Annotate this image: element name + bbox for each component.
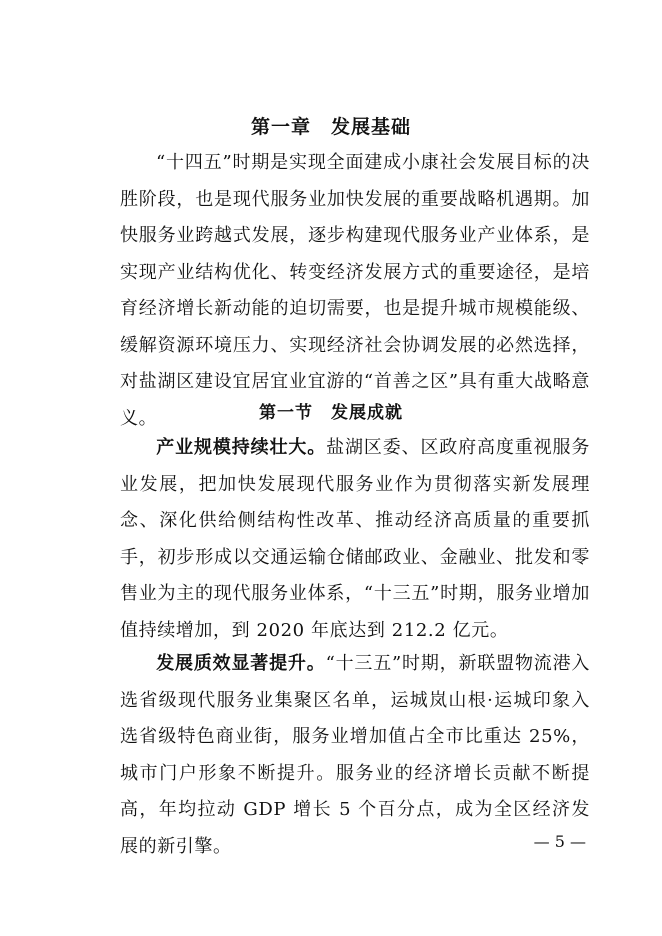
paragraph-body: 盐湖区委、区政府高度重视服务业发展，把加快发展现代服务业作为贯彻落实新发展理念、深化供给侧结构性改革、推动经济高质量的重要抓手，初步形成以交通运输仓储邮政业、金融业、批发和零售业为主的现代服务业体系，“十三五”时期，服务业增加值持续增加，到 2020 年底达到 212.2 亿元。 — [120, 437, 590, 641]
intro-paragraph — [120, 145, 590, 437]
paragraph-lead: 发展质效显著提升。 — [156, 653, 326, 674]
paragraph-lead: 产业规模持续壮大。 — [156, 437, 327, 458]
paragraph-quality — [120, 646, 590, 865]
section-title: 第一节 发展成就 — [259, 403, 403, 423]
chapter-title: 第一章 发展基础 — [250, 116, 411, 138]
paragraph-industry-scale — [120, 430, 590, 649]
paragraph-body: “十三五”时期，新联盟物流港入选省级现代服务业集聚区名单，运城岚山根·运城印象入选省级特色商业街，服务业增加值占全市比重达 25%，城市门户形象不断提升。服务业的经济增长贡献不断提高，年均拉动 GDP 增长 5 个百分点，成为全区经济发展的新引擎。 — [120, 653, 590, 857]
intro-text: “十四五”时期是实现全面建成小康社会发展目标的决胜阶段，也是现代服务业加快发展的重要战略机遇期。加快服务业跨越式发展，逐步构建现代服务业产业体系，是实现产业结构优化、转变经济发展方式的重要途径，是培育经济增长新动能的迫切需要，也是提升城市规模能级、缓解资源环境压力、实现经济社会协调发展的必然选择，对盐湖区建设宜居宜业宜游的“首善之区”具有重大战略意义。 — [120, 152, 590, 429]
page-number: — 5 — — [533, 832, 586, 851]
